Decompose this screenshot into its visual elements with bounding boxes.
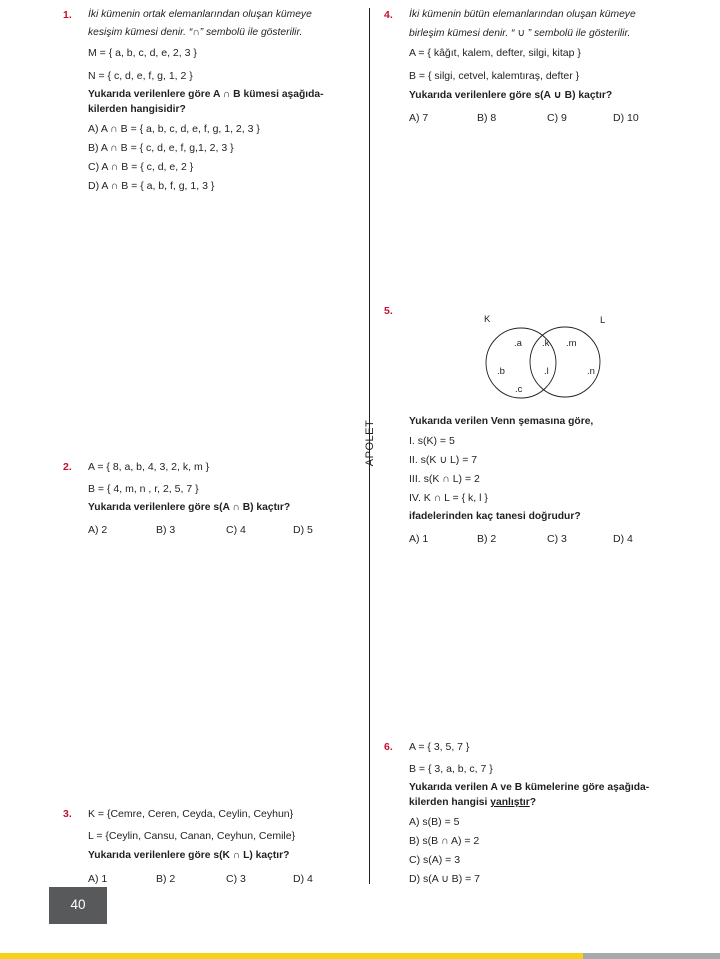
q6-number: 6.	[384, 741, 393, 753]
q1-intro-line2: kesişim kümesi denir. “∩” sembolü ile gösterilir.	[88, 27, 303, 38]
venn-element-n: .n	[587, 366, 595, 377]
venn-element-k: .k	[542, 338, 550, 349]
q2-option-d[interactable]: D) 5	[293, 524, 313, 536]
q4-option-a[interactable]: A) 7	[409, 112, 429, 124]
venn-element-l: .l	[544, 366, 549, 377]
page-number-box	[49, 887, 107, 924]
q1-set-m: M = { a, b, c, d, e, 2, 3 }	[88, 47, 197, 59]
venn-element-b: .b	[497, 366, 505, 377]
venn-element-c: .c	[515, 384, 523, 395]
page-number: 40	[70, 897, 86, 912]
q2-set-b: B = { 4, m, n , r, 2, 5, 7 }	[88, 483, 199, 495]
venn-label-l: L	[600, 315, 606, 326]
q5-number: 5.	[384, 305, 393, 317]
q3-set-k: K = {Cemre, Ceren, Ceyda, Ceylin, Ceyhun}	[88, 808, 294, 820]
q3-number: 3.	[63, 808, 72, 820]
q6-question-underlined: yanlıştır	[490, 797, 530, 808]
q1-number: 1.	[63, 9, 72, 21]
q6-question-line2	[409, 797, 536, 808]
q3-option-d[interactable]: D) 4	[293, 873, 313, 885]
q6-option-a[interactable]: A) s(B) = 5	[409, 816, 460, 828]
q4-intro-line2: birleşim kümesi denir. “ ∪ ” sembolü ile gösterilir.	[409, 28, 631, 39]
q2-set-a: A = { 8, a, b, 4, 3, 2, k, m }	[88, 461, 210, 473]
q5-option-d[interactable]: D) 4	[613, 533, 633, 545]
q4-set-a: A = { kâğıt, kalem, defter, silgi, kitap }	[409, 47, 581, 59]
q6-question-line1: Yukarıda verilen A ve B kümelerine göre aşağıda-	[409, 782, 650, 793]
q4-number: 4.	[384, 9, 393, 21]
q3-question: Yukarıda verilenlere göre s(K ∩ L) kaçtır?	[88, 850, 290, 861]
q1-option-d[interactable]: D) A ∩ B = { a, b, f, g, 1, 3 }	[88, 180, 215, 192]
venn-circle-l	[530, 327, 600, 397]
q1-option-b[interactable]: B) A ∩ B = { c, d, e, f, g,1, 2, 3 }	[88, 142, 234, 154]
q3-option-c[interactable]: C) 3	[226, 873, 246, 885]
q5-statement-3: III. s(K ∩ L) = 2	[409, 473, 480, 485]
sidebar-label: APOLET	[364, 419, 377, 467]
footer-bar-end	[583, 953, 720, 959]
q4-option-d[interactable]: D) 10	[613, 112, 639, 124]
q3-option-b[interactable]: B) 2	[156, 873, 176, 885]
q1-question-line1: Yukarıda verilenlere göre A ∩ B kümesi aşağıda-	[88, 89, 324, 100]
q3-option-a[interactable]: A) 1	[88, 873, 108, 885]
q5-option-c[interactable]: C) 3	[547, 533, 567, 545]
q4-set-b: B = { silgi, cetvel, kalemtıraş, defter }	[409, 70, 580, 82]
venn-element-a: .a	[514, 338, 522, 349]
q1-intro-line1: İki kümenin ortak elemanlarından oluşan kümeye	[88, 9, 312, 20]
q1-set-n: N = { c, d, e, f, g, 1, 2 }	[88, 70, 193, 82]
q6-option-c[interactable]: C) s(A) = 3	[409, 854, 461, 866]
q5-statement-4: IV. K ∩ L = { k, l }	[409, 492, 488, 504]
q5-question: ifadelerinden kaç tanesi doğrudur?	[409, 511, 581, 522]
venn-element-m: .m	[566, 338, 577, 349]
sidebar-label-box	[362, 419, 377, 467]
q5-option-b[interactable]: B) 2	[477, 533, 497, 545]
q5-intro: Yukarıda verilen Venn şemasına göre,	[409, 416, 594, 427]
q4-intro-line1: İki kümenin bütün elemanlarından oluşan kümeye	[409, 9, 636, 20]
q6-question-line2-before: kilerden hangisi	[409, 797, 491, 808]
q6-question-line2-after: ?	[529, 797, 537, 808]
q4-option-c[interactable]: C) 9	[547, 112, 567, 124]
q2-option-c[interactable]: C) 4	[226, 524, 246, 536]
q4-option-b[interactable]: B) 8	[477, 112, 497, 124]
q4-question: Yukarıda verilenlere göre s(A ∪ B) kaçtır?	[409, 90, 613, 101]
venn-label-k: K	[484, 314, 491, 325]
q1-question-line2: kilerden hangisidir?	[88, 104, 186, 115]
q2-option-b[interactable]: B) 3	[156, 524, 176, 536]
venn-diagram	[470, 308, 630, 400]
q5-statement-1: I. s(K) = 5	[409, 435, 455, 447]
q2-question: Yukarıda verilenlere göre s(A ∩ B) kaçtır?	[88, 502, 291, 513]
q5-option-a[interactable]: A) 1	[409, 533, 429, 545]
q6-option-b[interactable]: B) s(B ∩ A) = 2	[409, 835, 480, 847]
q2-number: 2.	[63, 461, 72, 473]
q6-set-b: B = { 3, a, b, c, 7 }	[409, 763, 493, 775]
q6-set-a: A = { 3, 5, 7 }	[409, 741, 470, 753]
q6-option-d[interactable]: D) s(A ∪ B) = 7	[409, 873, 480, 885]
q1-option-c[interactable]: C) A ∩ B = { c, d, e, 2 }	[88, 161, 194, 173]
q2-option-a[interactable]: A) 2	[88, 524, 108, 536]
q1-option-a[interactable]: A) A ∩ B = { a, b, c, d, e, f, g, 1, 2, 3 }	[88, 123, 260, 135]
q5-statement-2: II. s(K ∪ L) = 7	[409, 454, 478, 466]
q3-set-l: L = {Ceylin, Cansu, Canan, Ceyhun, Cemile}	[88, 830, 296, 842]
